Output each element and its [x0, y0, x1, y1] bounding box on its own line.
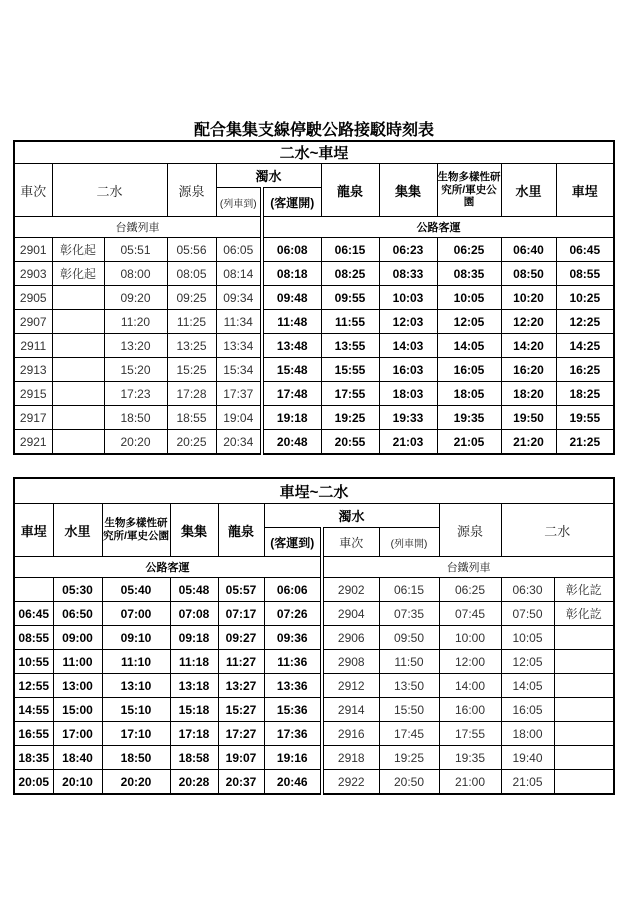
timetable-cell: 20:28 — [170, 770, 218, 795]
timetable-cell: 05:30 — [53, 578, 102, 602]
timetable-cell: 09:18 — [170, 626, 218, 650]
page-title: 配合集集支線停駛公路接駁時刻表 — [193, 122, 434, 139]
subheader-bus-arrive: (客運到) — [264, 528, 322, 557]
timetable-cell: 08:14 — [216, 262, 262, 286]
timetable-cell: 10:00 — [439, 626, 501, 650]
timetable-cell: 15:20 — [104, 358, 167, 382]
timetable-cell: 2915 — [14, 382, 52, 406]
timetable-cell: 16:05 — [501, 698, 554, 722]
timetable-cell: 12:20 — [501, 310, 556, 334]
group-header-highway-bus: 公路客運 — [14, 557, 322, 578]
timetable-cell: 17:45 — [379, 722, 439, 746]
timetable-cell: 13:55 — [321, 334, 379, 358]
timetable-cell: 06:06 — [264, 578, 322, 602]
timetable-cell: 06:45 — [556, 238, 614, 262]
subheader-bus-depart: (客運開) — [262, 188, 321, 217]
timetable-cell: 09:20 — [104, 286, 167, 310]
timetable-cell: 15:34 — [216, 358, 262, 382]
subheader-train-no: 車次 — [322, 528, 379, 557]
timetable-cell: 10:03 — [379, 286, 437, 310]
timetable-cell: 15:55 — [321, 358, 379, 382]
timetable-cell: 15:36 — [264, 698, 322, 722]
timetable-cell: 14:05 — [437, 334, 501, 358]
group-header-highway-bus: 公路客運 — [262, 217, 614, 238]
timetable-cell: 07:35 — [379, 602, 439, 626]
timetable-row — [14, 262, 614, 286]
col-header-checheng: 車埕 — [14, 504, 53, 557]
timetable-cell: 19:35 — [437, 406, 501, 430]
timetable-cell: 19:55 — [556, 406, 614, 430]
timetable-cell: 06:08 — [262, 238, 321, 262]
timetable-cell: 2918 — [322, 746, 379, 770]
timetable-cell: 20:25 — [167, 430, 216, 455]
timetable-cell: 08:50 — [501, 262, 556, 286]
col-header-longquan: 龍泉 — [321, 164, 379, 217]
timetable-cell — [554, 770, 614, 795]
timetable-cell: 10:05 — [437, 286, 501, 310]
timetable-cell: 09:00 — [53, 626, 102, 650]
timetable-cell: 14:20 — [501, 334, 556, 358]
timetable-cell: 09:55 — [321, 286, 379, 310]
col-header-jiji: 集集 — [170, 504, 218, 557]
timetable-cell — [52, 382, 104, 406]
timetable-row — [14, 334, 614, 358]
timetable-cell: 11:34 — [216, 310, 262, 334]
timetable-cell: 20:05 — [14, 770, 53, 795]
col-header-biodiversity-park: 生物多樣性研究所/軍史公園 — [437, 164, 501, 217]
timetable-cell: 07:08 — [170, 602, 218, 626]
timetable-cell: 17:55 — [439, 722, 501, 746]
timetable-row — [14, 722, 614, 746]
timetable-row — [14, 578, 614, 602]
timetable-cell: 16:00 — [439, 698, 501, 722]
timetable-cell: 2917 — [14, 406, 52, 430]
timetable-cell: 20:50 — [379, 770, 439, 795]
timetable-cell: 15:50 — [379, 698, 439, 722]
col-header-checheng: 車埕 — [556, 164, 614, 217]
timetable-cell — [52, 406, 104, 430]
timetable-cell: 16:03 — [379, 358, 437, 382]
timetable-cell: 2914 — [322, 698, 379, 722]
col-header-zhuoshui: 濁水 — [216, 164, 321, 188]
timetable-cell: 21:25 — [556, 430, 614, 455]
timetable-cell: 06:23 — [379, 238, 437, 262]
timetable-cell — [52, 430, 104, 455]
timetable-cell: 17:10 — [102, 722, 170, 746]
timetable-cell: 05:40 — [102, 578, 170, 602]
timetable-cell: 09:10 — [102, 626, 170, 650]
timetable-cell: 12:25 — [556, 310, 614, 334]
timetable-cell: 2905 — [14, 286, 52, 310]
timetable-cell: 11:25 — [167, 310, 216, 334]
subheader-train-arrive: (列車到) — [216, 188, 262, 217]
timetable-cell: 05:57 — [218, 578, 264, 602]
timetable-cell: 06:50 — [53, 602, 102, 626]
timetable-cell: 06:30 — [501, 578, 554, 602]
timetable-cell: 19:04 — [216, 406, 262, 430]
timetable-cell: 11:48 — [262, 310, 321, 334]
timetable-cell: 15:48 — [262, 358, 321, 382]
timetable-cell: 13:27 — [218, 674, 264, 698]
timetable-cell: 17:00 — [53, 722, 102, 746]
timetable-body — [14, 578, 614, 795]
timetable-cell: 12:05 — [501, 650, 554, 674]
timetable-row — [14, 602, 614, 626]
timetable-cell: 19:07 — [218, 746, 264, 770]
timetable-cell: 2902 — [322, 578, 379, 602]
timetable-cell: 06:45 — [14, 602, 53, 626]
timetable-cell — [554, 722, 614, 746]
timetable-cell: 彰化起 — [52, 262, 104, 286]
timetable-cell: 13:36 — [264, 674, 322, 698]
timetable-cell: 12:55 — [14, 674, 53, 698]
timetable-cell: 18:40 — [53, 746, 102, 770]
timetable-cell: 07:50 — [501, 602, 554, 626]
timetable-row — [14, 770, 614, 795]
timetable-cell: 2906 — [322, 626, 379, 650]
timetable-cell: 18:50 — [104, 406, 167, 430]
timetable-cell — [554, 650, 614, 674]
timetable-cell: 2922 — [322, 770, 379, 795]
group-header-tra-train: 台鐵列車 — [14, 217, 262, 238]
timetable-row — [14, 310, 614, 334]
timetable-cell: 11:27 — [218, 650, 264, 674]
timetable-cell: 21:20 — [501, 430, 556, 455]
col-header-jiji: 集集 — [379, 164, 437, 217]
timetable-cell: 10:55 — [14, 650, 53, 674]
timetable-cell: 09:34 — [216, 286, 262, 310]
timetable-body — [14, 238, 614, 455]
timetable-cell: 19:50 — [501, 406, 556, 430]
timetable-cell: 11:55 — [321, 310, 379, 334]
timetable-cell: 20:37 — [218, 770, 264, 795]
timetable-cell: 12:03 — [379, 310, 437, 334]
col-header-ershui: 二水 — [52, 164, 167, 217]
timetable-cell: 19:25 — [321, 406, 379, 430]
timetable-cell: 06:05 — [216, 238, 262, 262]
timetable-cell: 09:48 — [262, 286, 321, 310]
timetable-cell: 05:51 — [104, 238, 167, 262]
timetable-cell: 10:20 — [501, 286, 556, 310]
timetable-cell: 20:46 — [264, 770, 322, 795]
timetable-cell: 10:25 — [556, 286, 614, 310]
timetable-cell: 06:25 — [439, 578, 501, 602]
timetable-cell: 08:35 — [437, 262, 501, 286]
timetable-cell: 17:23 — [104, 382, 167, 406]
timetable-cell: 18:25 — [556, 382, 614, 406]
timetable-row — [14, 650, 614, 674]
timetable-row — [14, 746, 614, 770]
timetable-cell: 09:27 — [218, 626, 264, 650]
timetable-cell: 08:25 — [321, 262, 379, 286]
col-header-shuili: 水里 — [501, 164, 556, 217]
timetable-row — [14, 406, 614, 430]
col-header-yuanquan: 源泉 — [167, 164, 216, 217]
timetable-cell: 18:55 — [167, 406, 216, 430]
timetable-cell: 15:25 — [167, 358, 216, 382]
timetable-cell: 13:00 — [53, 674, 102, 698]
timetable-cell — [52, 286, 104, 310]
timetable-cell: 20:20 — [102, 770, 170, 795]
timetable-cell: 2903 — [14, 262, 52, 286]
timetable-cell: 18:50 — [102, 746, 170, 770]
timetable-cell: 06:40 — [501, 238, 556, 262]
timetable-cell: 18:05 — [437, 382, 501, 406]
timetable-cell: 20:48 — [262, 430, 321, 455]
timetable-cell: 彰化訖 — [554, 578, 614, 602]
timetable-row — [14, 238, 614, 262]
timetable-row — [14, 286, 614, 310]
timetable-cell: 07:45 — [439, 602, 501, 626]
timetable-cell: 2911 — [14, 334, 52, 358]
timetable-cell: 15:10 — [102, 698, 170, 722]
timetable-cell: 14:00 — [439, 674, 501, 698]
timetable-cell: 08:33 — [379, 262, 437, 286]
timetable-cell — [52, 310, 104, 334]
timetable-cell: 07:17 — [218, 602, 264, 626]
col-header-longquan: 龍泉 — [218, 504, 264, 557]
col-header-ershui: 二水 — [501, 504, 614, 557]
timetable-cell: 08:55 — [556, 262, 614, 286]
timetable-cell: 21:05 — [501, 770, 554, 795]
timetable-cell: 20:20 — [104, 430, 167, 455]
timetable-cell: 14:55 — [14, 698, 53, 722]
timetable-cell: 07:26 — [264, 602, 322, 626]
timetable-cell: 19:33 — [379, 406, 437, 430]
timetable-cell: 06:25 — [437, 238, 501, 262]
timetable-row — [14, 358, 614, 382]
timetable-cell — [554, 626, 614, 650]
timetable-cell: 08:00 — [104, 262, 167, 286]
timetable-row — [14, 626, 614, 650]
col-header-zhuoshui: 濁水 — [264, 504, 439, 528]
timetable-cell: 13:50 — [379, 674, 439, 698]
timetable-cell: 11:10 — [102, 650, 170, 674]
timetable-cell: 11:36 — [264, 650, 322, 674]
timetable-cell: 19:18 — [262, 406, 321, 430]
timetable-cell: 19:25 — [379, 746, 439, 770]
col-header-shuili: 水里 — [53, 504, 102, 557]
timetable-cell: 08:55 — [14, 626, 53, 650]
timetable-cell: 13:18 — [170, 674, 218, 698]
timetable-cell: 11:00 — [53, 650, 102, 674]
timetable-cell: 11:18 — [170, 650, 218, 674]
timetable-cell: 15:00 — [53, 698, 102, 722]
timetable-cell: 彰化起 — [52, 238, 104, 262]
timetable-cell: 13:10 — [102, 674, 170, 698]
timetable-cell: 2907 — [14, 310, 52, 334]
timetable-cell: 12:00 — [439, 650, 501, 674]
table-title: 二水~車埕 — [14, 141, 614, 164]
timetable-cell: 16:05 — [437, 358, 501, 382]
timetable-cell: 2901 — [14, 238, 52, 262]
timetable-cell: 18:58 — [170, 746, 218, 770]
timetable-cell: 14:05 — [501, 674, 554, 698]
timetable-ershui-to-checheng — [13, 140, 615, 455]
timetable-cell: 20:10 — [53, 770, 102, 795]
col-header-train-no: 車次 — [14, 164, 52, 217]
timetable-row — [14, 382, 614, 406]
timetable-cell: 14:03 — [379, 334, 437, 358]
timetable-cell: 16:55 — [14, 722, 53, 746]
timetable-cell: 16:20 — [501, 358, 556, 382]
timetable-cell: 11:20 — [104, 310, 167, 334]
timetable-checheng-to-ershui — [13, 477, 615, 795]
timetable-cell — [52, 334, 104, 358]
timetable-cell: 彰化訖 — [554, 602, 614, 626]
timetable-cell: 13:48 — [262, 334, 321, 358]
timetable-cell: 09:25 — [167, 286, 216, 310]
timetable-cell: 19:40 — [501, 746, 554, 770]
timetable-cell: 21:03 — [379, 430, 437, 455]
timetable-cell: 2904 — [322, 602, 379, 626]
timetable-cell: 17:36 — [264, 722, 322, 746]
timetable-cell: 16:25 — [556, 358, 614, 382]
timetable-cell: 17:27 — [218, 722, 264, 746]
timetable-cell: 09:36 — [264, 626, 322, 650]
timetable-cell: 05:56 — [167, 238, 216, 262]
timetable-cell: 06:15 — [379, 578, 439, 602]
timetable-cell: 20:34 — [216, 430, 262, 455]
timetable-row — [14, 698, 614, 722]
timetable-cell: 18:00 — [501, 722, 554, 746]
timetable-cell: 15:27 — [218, 698, 264, 722]
timetable-cell — [52, 358, 104, 382]
timetable-cell: 2912 — [322, 674, 379, 698]
timetable-cell: 05:48 — [170, 578, 218, 602]
timetable-cell: 17:37 — [216, 382, 262, 406]
timetable-cell: 19:16 — [264, 746, 322, 770]
timetable-cell: 13:25 — [167, 334, 216, 358]
subheader-train-depart: (列車開) — [379, 528, 439, 557]
timetable-cell: 2916 — [322, 722, 379, 746]
timetable-cell: 13:20 — [104, 334, 167, 358]
timetable-row — [14, 674, 614, 698]
timetable-cell: 10:05 — [501, 626, 554, 650]
timetable-cell: 21:00 — [439, 770, 501, 795]
group-header-tra-train: 台鐵列車 — [322, 557, 614, 578]
col-header-biodiversity-park: 生物多樣性研究所/軍史公園 — [102, 504, 170, 557]
timetable-cell — [14, 578, 53, 602]
timetable-cell: 15:18 — [170, 698, 218, 722]
timetable-cell: 2913 — [14, 358, 52, 382]
timetable-cell: 14:25 — [556, 334, 614, 358]
timetable-cell: 17:18 — [170, 722, 218, 746]
timetable-cell: 07:00 — [102, 602, 170, 626]
timetable-cell: 2921 — [14, 430, 52, 455]
timetable-cell: 17:48 — [262, 382, 321, 406]
timetable-row — [14, 430, 614, 455]
timetable-cell: 18:20 — [501, 382, 556, 406]
timetable-cell: 20:55 — [321, 430, 379, 455]
timetable-cell: 2908 — [322, 650, 379, 674]
table-title: 車埕~二水 — [14, 478, 614, 504]
timetable-cell: 12:05 — [437, 310, 501, 334]
timetable-cell: 18:03 — [379, 382, 437, 406]
timetable-cell: 09:50 — [379, 626, 439, 650]
timetable-cell: 08:18 — [262, 262, 321, 286]
timetable-cell: 18:35 — [14, 746, 53, 770]
timetable-cell: 17:28 — [167, 382, 216, 406]
timetable-cell — [554, 746, 614, 770]
timetable-cell — [554, 674, 614, 698]
timetable-cell: 11:50 — [379, 650, 439, 674]
timetable-cell: 08:05 — [167, 262, 216, 286]
timetable-cell: 21:05 — [437, 430, 501, 455]
timetable-cell: 06:15 — [321, 238, 379, 262]
timetable-cell — [554, 698, 614, 722]
timetable-cell: 19:35 — [439, 746, 501, 770]
timetable-cell: 13:34 — [216, 334, 262, 358]
timetable-cell: 17:55 — [321, 382, 379, 406]
col-header-yuanquan: 源泉 — [439, 504, 501, 557]
